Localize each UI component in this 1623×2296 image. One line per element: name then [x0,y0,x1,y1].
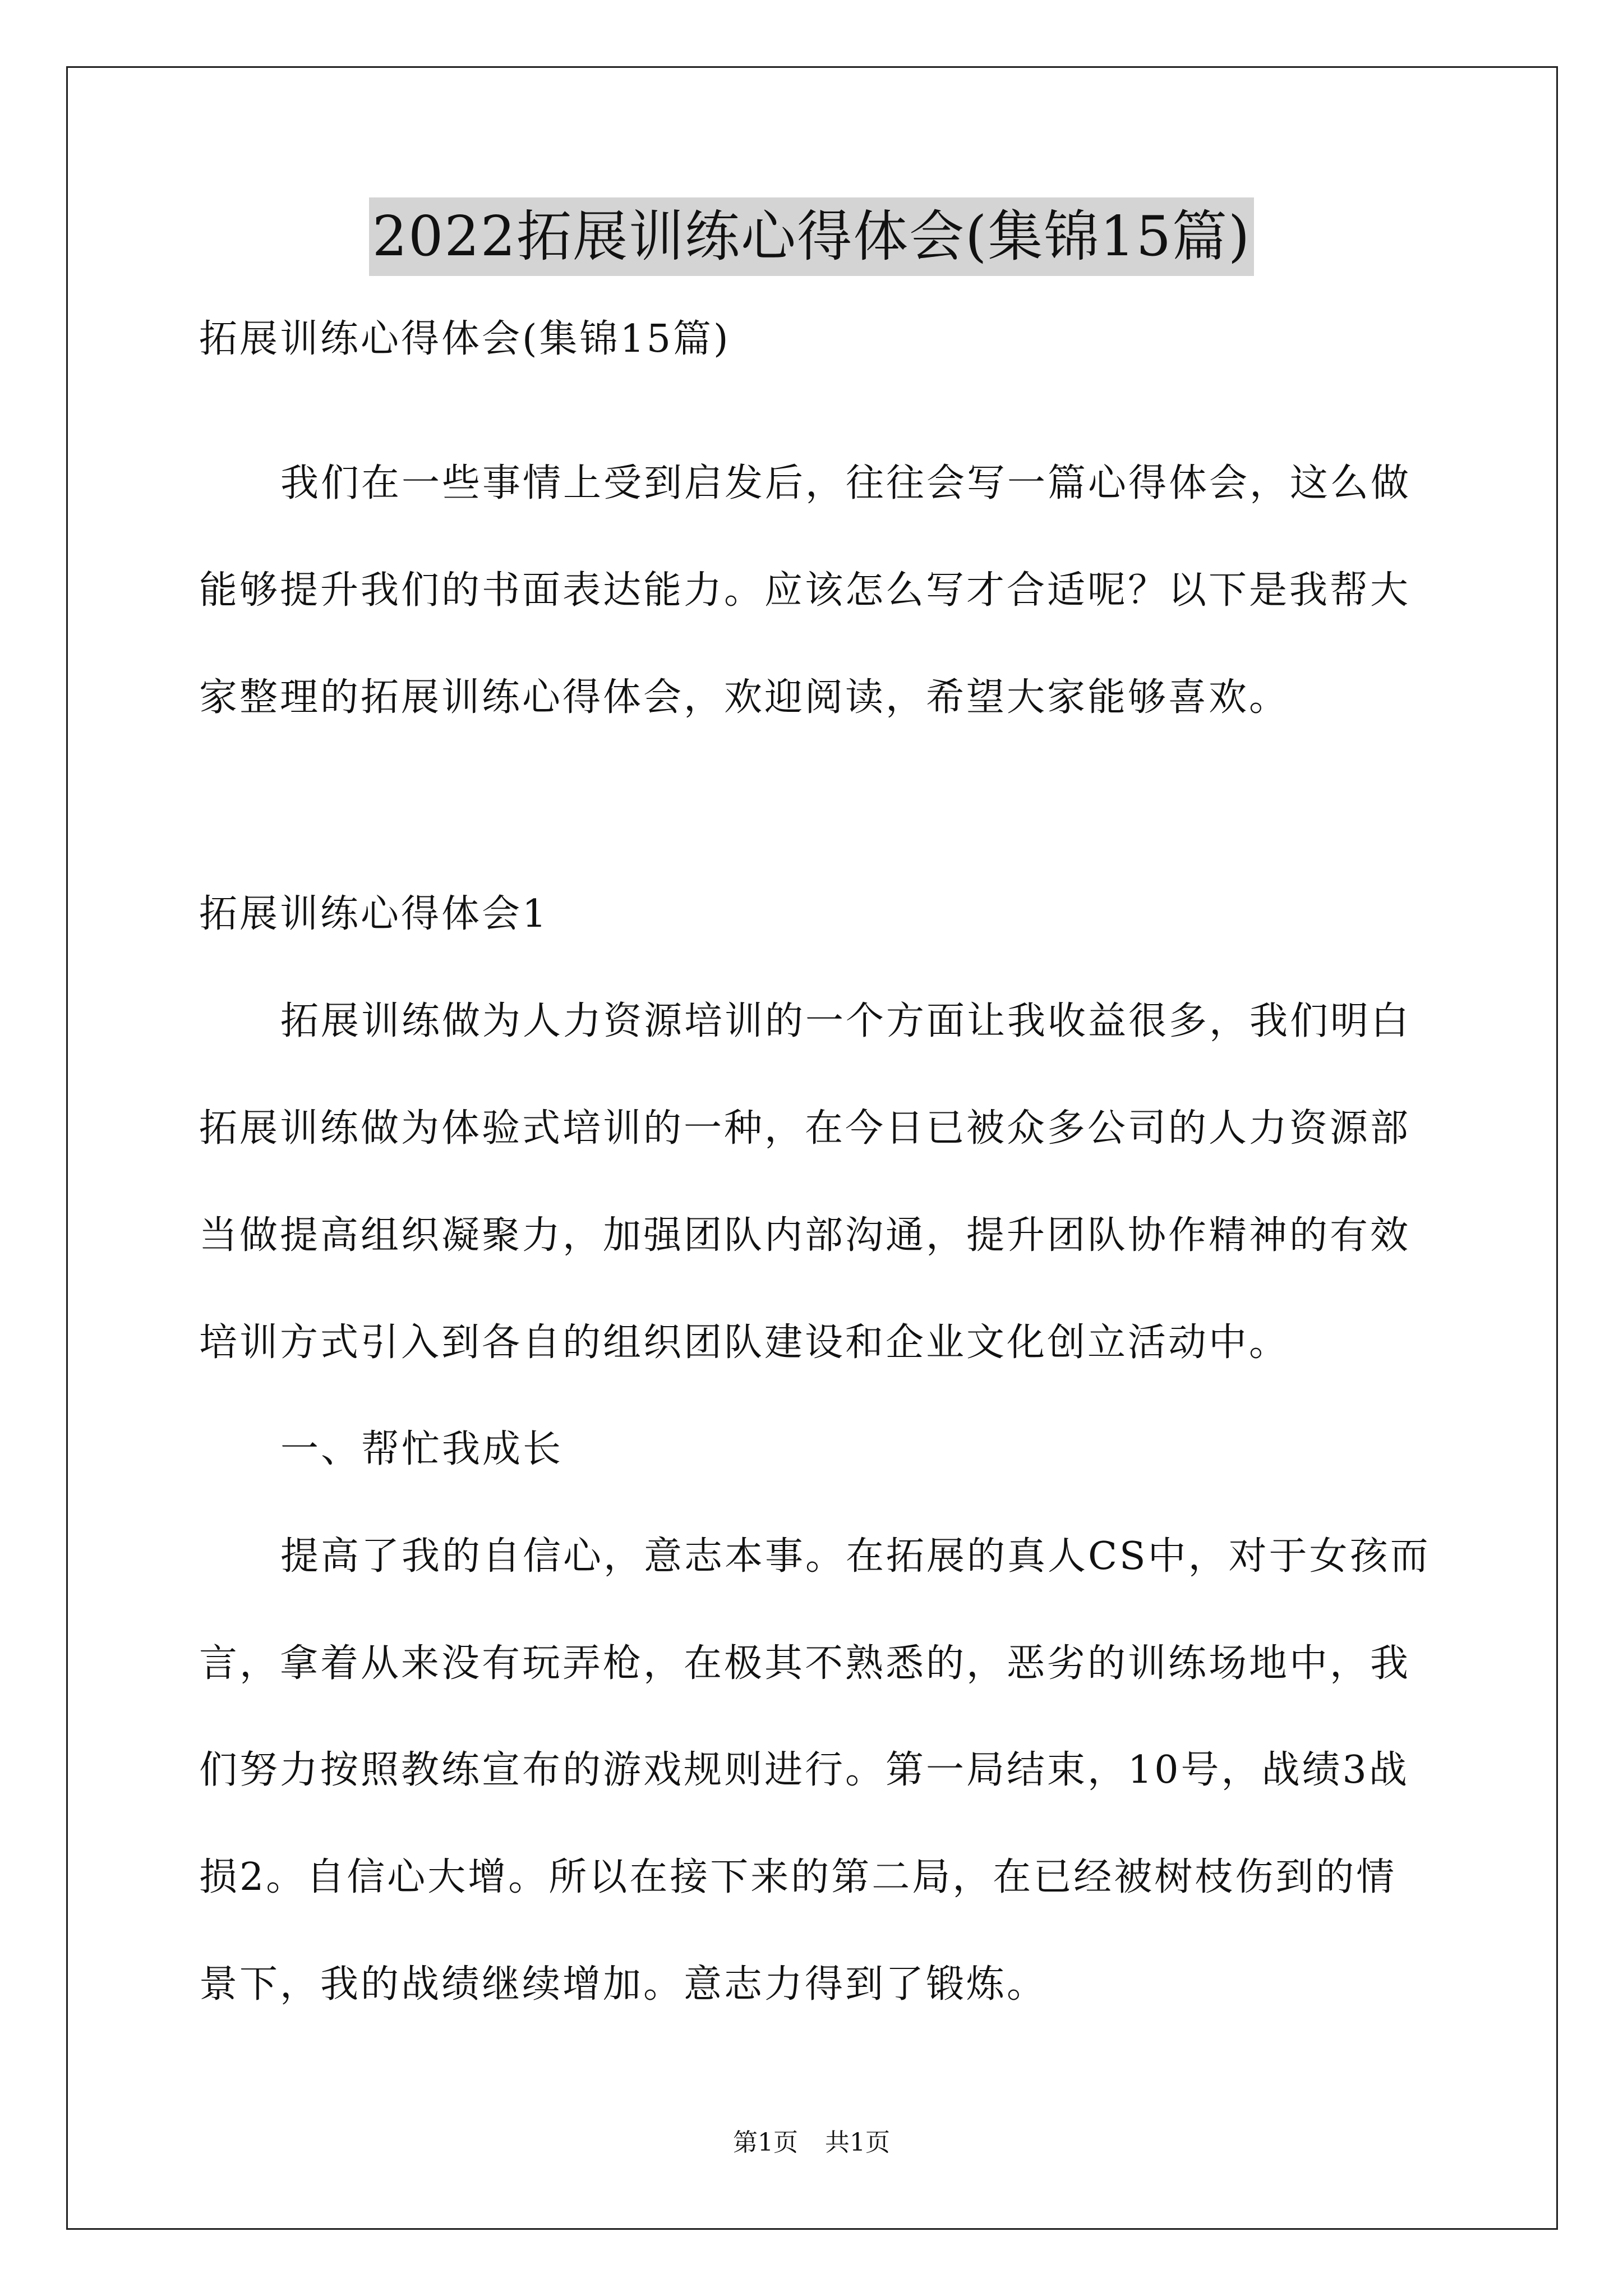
intro-line-1: 我们在一些事情上受到启发后，往往会写一篇心得体会，这么做 [280,461,1412,505]
para1-line-4: 培训方式引入到各自的组织团队建设和企业文化创立活动中。 [199,1320,1290,1365]
para1-line-3: 当做提高组织凝聚力，加强团队内部沟通，提升团队协作精神的有效 [199,1213,1411,1258]
document-subtitle: 拓展训练心得体会(集锦15篇) [199,317,731,361]
document-title: 2022拓展训练心得体会(集锦15篇) [369,197,1255,276]
intro-line-2: 能够提升我们的书面表达能力。应该怎么写才合适呢？以下是我帮大 [199,568,1411,613]
page-footer [0,2126,1623,2160]
para1-line-2: 拓展训练做为体验式培训的一种，在今日已被众多公司的人力资源部 [199,1106,1411,1151]
title-wrap [0,197,1623,276]
subheading: 一、帮忙我成长 [280,1427,564,1471]
page-total: 共1页 [825,2128,890,2157]
para2-line-5: 景下，我的战绩继续增加。意志力得到了锻炼。 [199,1962,1048,2007]
page-number: 第1页 [733,2128,798,2157]
intro-line-3: 家整理的拓展训练心得体会，欢迎阅读，希望大家能够喜欢。 [199,675,1290,720]
para2-line-3: 们努力按照教练宣布的游戏规则进行。第一局结束，10号，战绩3战 [199,1748,1409,1792]
para2-line-1: 提高了我的自信心，意志本事。在拓展的真人CS中，对于女孩而 [280,1534,1431,1579]
para2-line-2: 言，拿着从来没有玩弄枪，在极其不熟悉的，恶劣的训练场地中，我 [199,1641,1411,1686]
para2-line-4: 损2。自信心大增。所以在接下来的第二局，在已经被树枝伤到的情 [199,1855,1397,1899]
section-heading: 拓展训练心得体会1 [199,892,549,936]
para1-line-1: 拓展训练做为人力资源培训的一个方面让我收益很多，我们明白 [280,999,1412,1043]
